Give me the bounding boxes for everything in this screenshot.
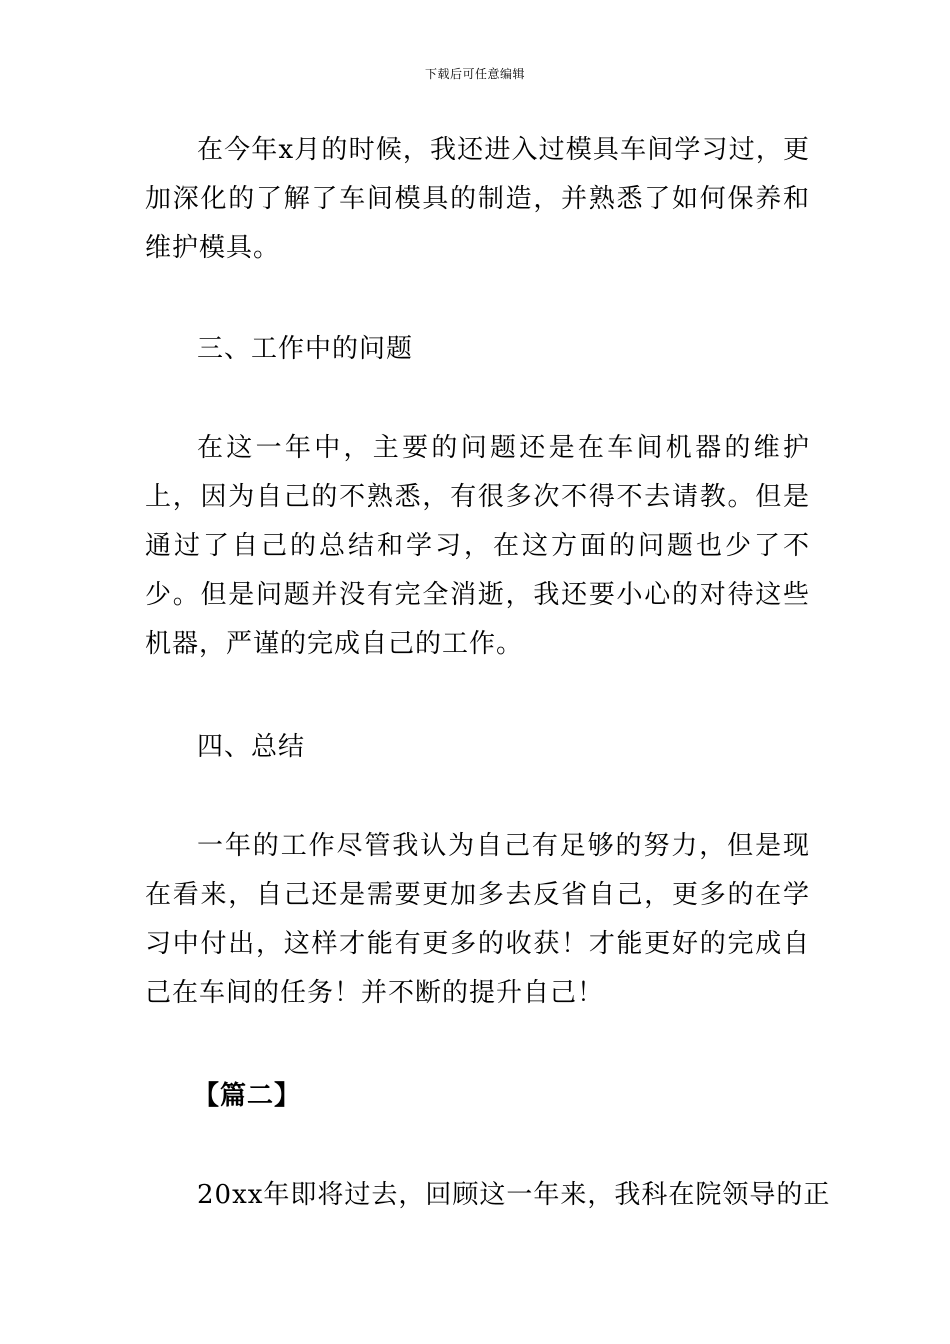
- paragraph-summary: 一年的工作尽管我认为自己有足够的努力，但是现在看来，自己还是需要更加多去反省自己，更多的在学习中付出，这样才能有更多的收获！才能更好的完成自己在车间的任务！并不断的提升自己！: [145, 831, 810, 1008]
- header-note: 下载后可任意编辑: [424, 67, 525, 81]
- section-heading-problems: 三、工作中的问题: [197, 334, 414, 364]
- part-two-heading: 【篇二】: [193, 1081, 302, 1111]
- section-heading-summary: 四、总结: [197, 732, 306, 762]
- paragraph-mold-workshop: 在今年x月的时候，我还进入过模具车间学习过，更加深化的了解了车间模具的制造，并熟悉了如何保养和维护模具。: [145, 135, 810, 263]
- paragraph-problems: 在这一年中，主要的问题还是在车间机器的维护上，因为自己的不熟悉，有很多次不得不去请教。但是通过了自己的总结和学习，在这方面的问题也少了不少。但是问题并没有完全消逝，我还要小心的对待这些机器，严谨的完成自己的工作。: [145, 433, 810, 659]
- paragraph-part-two-opening: 20xx年即将过去，回顾这一年来，我科在院领导的正: [197, 1180, 831, 1210]
